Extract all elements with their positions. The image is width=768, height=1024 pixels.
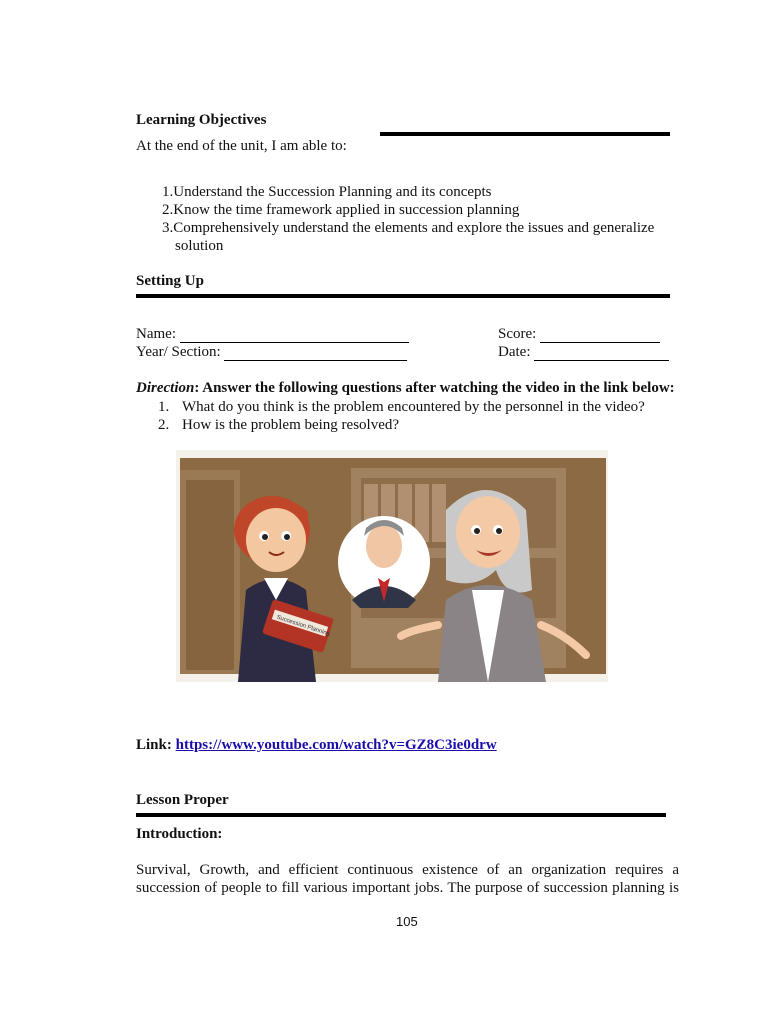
score-input-line[interactable]: [540, 328, 660, 343]
name-field[interactable]: Name:: [136, 326, 409, 343]
list-item: 1. What do you think is the problem encountered by the personnel in the video?: [158, 399, 645, 415]
list-item: 3.Comprehensively understand the elements and explore the issues and generalize: [162, 220, 655, 236]
section-rule: [380, 132, 670, 136]
year-section-field[interactable]: Year/ Section:: [136, 344, 407, 361]
questions-list: [158, 398, 678, 434]
list-item: 1.Understand the Succession Planning and its concepts: [162, 184, 492, 200]
objectives-intro: At the end of the unit, I am able to:: [136, 138, 347, 154]
section-rule: [136, 294, 670, 298]
office-scene-illustration: [176, 450, 608, 682]
video-link-line: Link: https://www.youtube.com/watch?v=GZ8C3ie0drw: [136, 737, 497, 753]
year-section-input-line[interactable]: [224, 346, 407, 361]
page-number: 105: [396, 914, 418, 929]
list-item: 2.Know the time framework applied in succession planning: [162, 202, 520, 218]
name-input-line[interactable]: [180, 328, 409, 343]
youtube-link[interactable]: https://www.youtube.com/watch?v=GZ8C3ie0drw: [175, 737, 497, 753]
learning-objectives-heading: Learning Objectives: [136, 112, 267, 128]
section-rule: [136, 813, 666, 817]
folder-label: Succession Planning: [275, 614, 331, 638]
introduction-line-1: Survival, Growth, and efficient continuous existence of an organization requires a: [136, 862, 679, 878]
introduction-heading: Introduction:: [136, 826, 223, 842]
date-field[interactable]: Date:: [498, 344, 669, 361]
date-input-line[interactable]: [534, 346, 669, 361]
video-illustration: [176, 450, 608, 682]
setting-up-heading: Setting Up: [136, 273, 204, 289]
introduction-line-2: succession of people to fill various important jobs. The purpose of succession planning is: [136, 880, 679, 896]
direction-text: Direction: Answer the following questions after watching the video in the link below:: [136, 380, 675, 396]
objectives-list: [162, 183, 682, 255]
score-field[interactable]: Score:: [498, 326, 660, 343]
list-item: 2. How is the problem being resolved?: [158, 417, 400, 433]
list-item-continuation: solution: [175, 238, 224, 254]
lesson-proper-heading: Lesson Proper: [136, 792, 229, 808]
